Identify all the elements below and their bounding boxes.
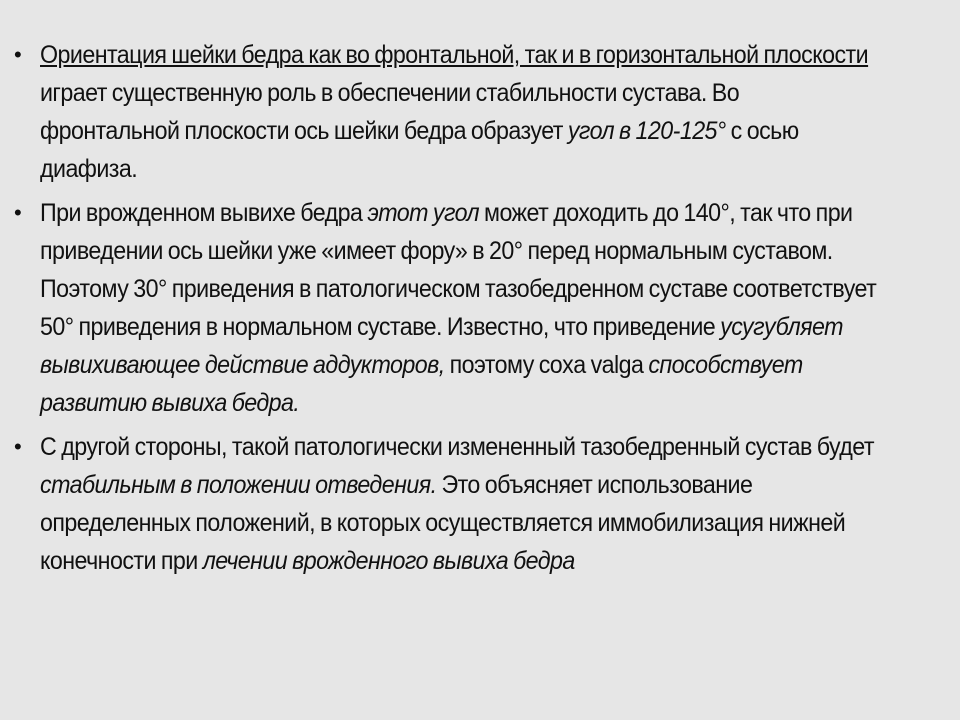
underlined-phrase: Ориентация шейки бедра как во фронтальной, так и в горизонтальной плоскости <box>40 41 869 69</box>
bullet-text-2 <box>40 194 879 422</box>
bullet-dot-icon: • <box>14 434 22 459</box>
bullet-text-1 <box>40 36 879 188</box>
plain-text: При врожденном вывихе бедра <box>40 199 368 227</box>
plain-text: поэтому coxa valga <box>444 351 649 379</box>
bullet-item-2 <box>12 194 942 422</box>
bullet-list <box>12 36 942 580</box>
plain-text: Это объясняет использование определенных положений, в которых осуществляется иммобилизация нижней конечности при <box>40 471 846 575</box>
plain-text: играет существенную роль в обеспечении стабильности сустава. Во фронтальной плоскости ось шейки бедра образует <box>40 79 740 145</box>
bullet-item-3 <box>12 428 942 580</box>
italic-phrase: стабильным в положении отведения. <box>40 471 437 499</box>
bullet-dot-icon: • <box>14 42 22 67</box>
plain-text: может доходить до 140°, так что при приведении ось шейки уже «имеет фору» в 20° перед нормальным суставом. Поэтому 30° приведения в патологическом тазобедренном суставе соответствует 50° приведения в нормальном суставе. Известно, что приведение <box>40 199 877 341</box>
italic-phrase: способствует развитию вывиха бедра. <box>40 351 803 417</box>
bullet-item-1 <box>12 36 942 188</box>
bullet-dot-icon: • <box>14 200 22 225</box>
italic-phrase: угол в 120-125° <box>567 117 726 145</box>
italic-phrase: усугубляет вывихивающее действие аддукторов, <box>40 313 843 379</box>
plain-text: С другой стороны, такой патологически измененный тазобедренный сустав будет <box>40 433 874 461</box>
italic-phrase: лечении врожденного вывиха бедра <box>202 547 575 575</box>
plain-text: с осью диафиза. <box>40 117 799 183</box>
italic-phrase: этот угол <box>367 199 480 227</box>
bullet-text-3 <box>40 428 879 580</box>
